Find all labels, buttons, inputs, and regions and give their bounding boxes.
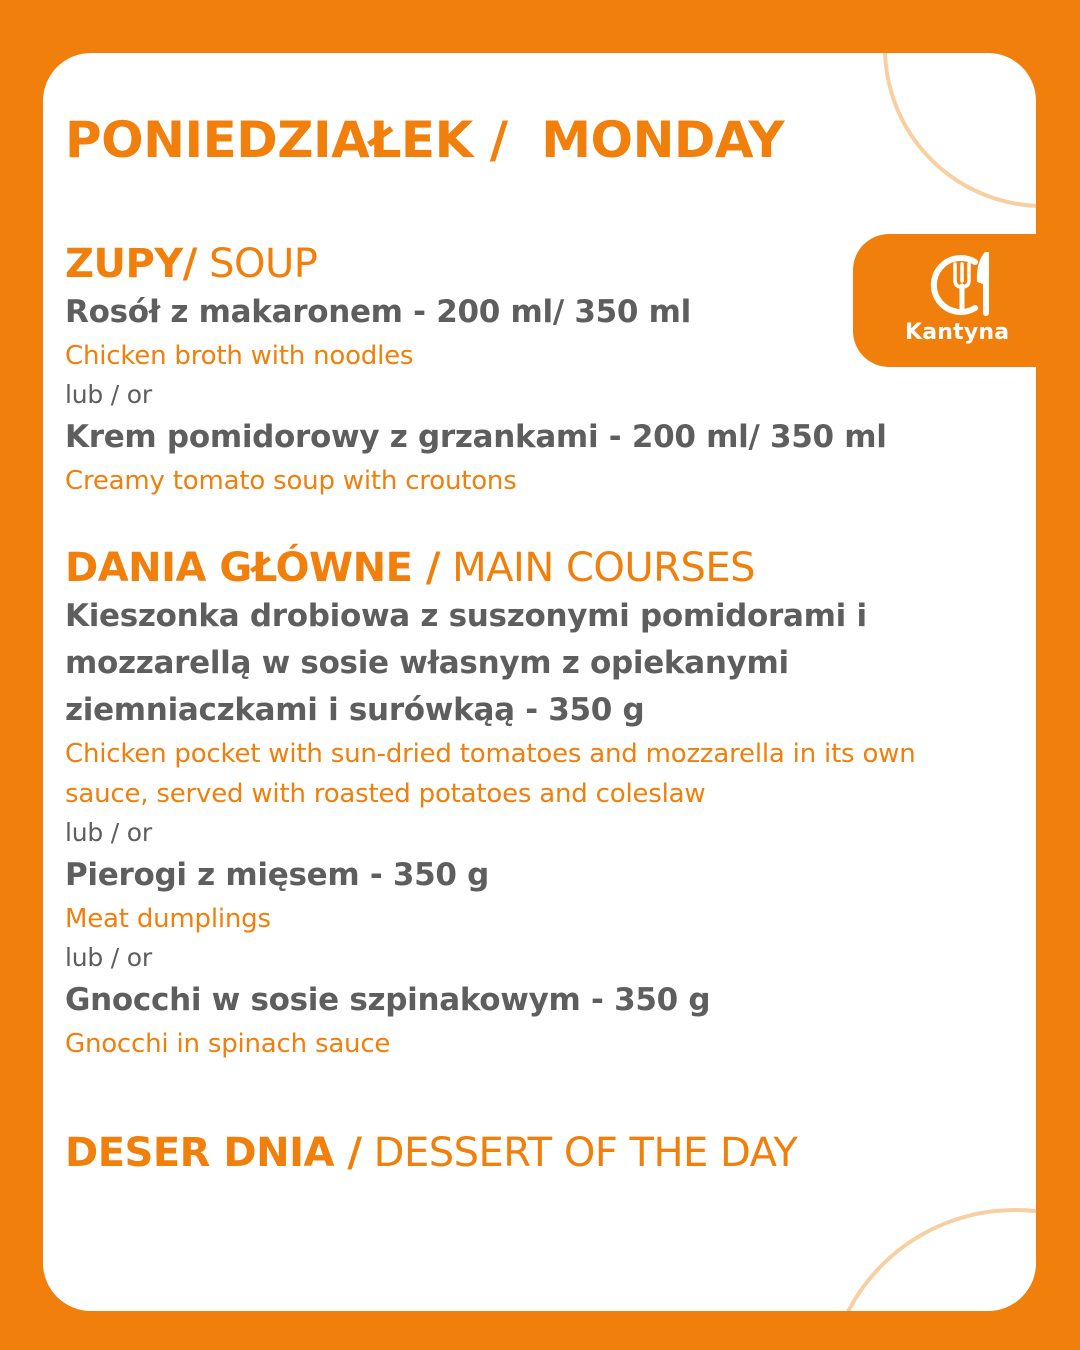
dish-name-en: Gnocchi in spinach sauce [65, 1029, 391, 1059]
dish-name-en: Meat dumplings [65, 904, 271, 934]
or-separator: lub / or [65, 380, 152, 409]
dish-name-pl: Rosół z makaronem - 200 ml/ 350 ml [65, 294, 692, 330]
badge-label: Kantyna [905, 320, 1010, 345]
top-right-arc [885, 53, 1036, 206]
dessert-heading [65, 1128, 985, 1178]
or-separator: lub / or [65, 818, 152, 847]
dish-name-pl: Pierogi z mięsem - 350 g [65, 857, 490, 893]
bottom-right-arc [827, 1210, 1036, 1311]
dish-name-en: Chicken broth with noodles [65, 341, 414, 371]
soup-heading [65, 239, 985, 289]
main-courses-heading [65, 543, 985, 593]
soup-heading-en: SOUP [196, 241, 318, 287]
dish-name-pl: Krem pomidorowy z grzankami - 200 ml/ 350 ml [65, 419, 887, 455]
soup-section [65, 239, 985, 501]
main-courses-heading-pl: DANIA GŁÓWNE / [65, 545, 440, 591]
dish-name-pl: Kieszonka drobiowa z suszonymi pomidorami i mozzarellą w sosie własnym z opiekanymi ziemniaczkami i surówkąą - 350 g [65, 598, 867, 728]
page-title: PONIEDZIAŁEK / MONDAY [65, 111, 785, 169]
soup-heading-pl: ZUPY/ [65, 241, 197, 287]
dish-name-en: Creamy tomato soup with croutons [65, 466, 517, 496]
main-courses-section [65, 543, 985, 1064]
main-courses-heading-en: MAIN COURSES [439, 545, 756, 591]
dessert-section [65, 1128, 985, 1178]
dessert-heading-pl: DESER DNIA / [65, 1130, 362, 1176]
dish-name-en: Chicken pocket with sun-dried tomatoes and mozzarella in its own sauce, served with roasted potatoes and coleslaw [65, 739, 916, 809]
menu-card [43, 53, 1036, 1311]
dessert-heading-en: DESSERT OF THE DAY [361, 1130, 798, 1176]
dish-name-pl: Gnocchi w sosie szpinakowym - 350 g [65, 982, 711, 1018]
or-separator: lub / or [65, 943, 152, 972]
